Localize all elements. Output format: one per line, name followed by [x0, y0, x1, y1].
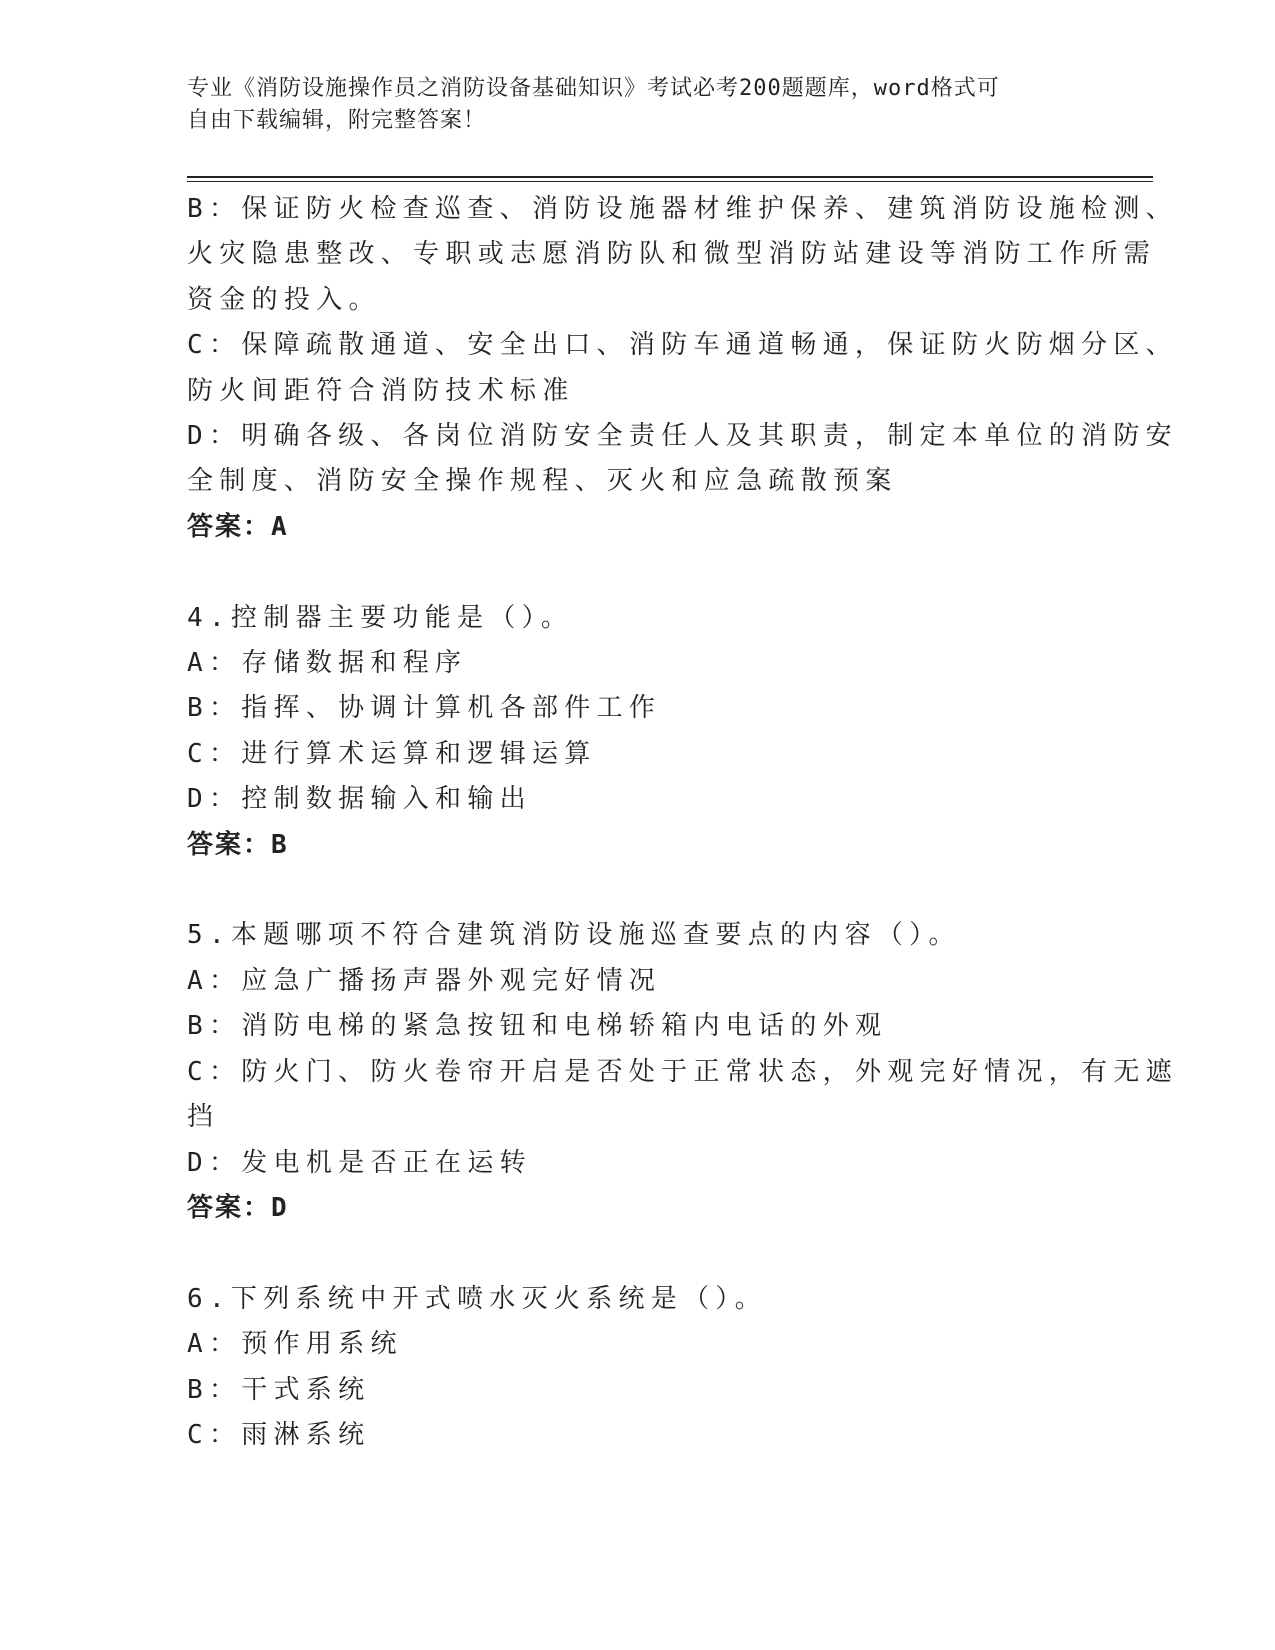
q4-answer: 答案：B	[187, 829, 289, 860]
q5-option-d: D：发电机是否正在运转	[187, 1147, 532, 1178]
q6-stem: 6.下列系统中开式喷水灭火系统是（）。	[187, 1283, 768, 1314]
q4-option-a: A：存储数据和程序	[187, 648, 468, 679]
q3-option-b-line-3: 资金的投入。	[187, 284, 381, 315]
question-6	[187, 1277, 1087, 1459]
q5-stem: 5.本题哪项不符合建筑消防设施巡查要点的内容（）。	[187, 920, 961, 951]
question-4	[187, 596, 1087, 868]
q3-option-b-line-2: 火灾隐患整改、专职或志愿消防队和微型消防站建设等消防工作所需	[187, 239, 1157, 270]
q5-option-a: A：应急广播扬声器外观完好情况	[187, 965, 662, 996]
q4-option-b: B：指挥、协调计算机各部件工作	[187, 693, 662, 724]
question-content	[187, 187, 1178, 1458]
q5-answer: 答案：D	[187, 1192, 289, 1223]
q3-option-d-line-1: D：明确各级、各岗位消防安全责任人及其职责，制定本单位的消防安	[187, 421, 1178, 452]
spacer	[187, 550, 1087, 595]
q5-option-c-line-1: C：防火门、防火卷帘开启是否处于正常状态，外观完好情况，有无遮	[187, 1056, 1178, 1087]
spacer	[187, 1231, 1087, 1276]
q5-option-b: B：消防电梯的紧急按钮和电梯轿箱内电话的外观	[187, 1011, 888, 1042]
question-3	[187, 187, 1178, 550]
q4-option-d: D：控制数据输入和输出	[187, 784, 532, 815]
q6-option-b: B：干式系统	[187, 1374, 371, 1405]
q3-option-d-line-2: 全制度、消防安全操作规程、灭火和应急疏散预案	[187, 466, 898, 497]
document-header	[187, 73, 1087, 137]
q5-option-c-line-2: 挡	[187, 1102, 220, 1133]
q3-answer: 答案：A	[187, 511, 289, 542]
header-title-line-2: 自由下载编辑，附完整答案！	[187, 108, 487, 133]
spacer	[187, 868, 1087, 913]
header-divider-thick	[187, 176, 1153, 178]
q3-option-b-line-1: B：保证防火检查巡查、消防设施器材维护保养、建筑消防设施检测、	[187, 194, 1178, 224]
header-divider-thin	[187, 181, 1153, 182]
q3-option-c-line-1: C：保障疏散通道、安全出口、消防车通道畅通，保证防火防烟分区、	[187, 330, 1178, 361]
header-title-line-1: 专业《消防设施操作员之消防设备基础知识》考试必考200题题库，word格式可	[187, 76, 1000, 101]
q4-option-c: C：进行算术运算和逻辑运算	[187, 738, 597, 769]
q6-option-c: C：雨淋系统	[187, 1419, 371, 1450]
q6-option-a: A：预作用系统	[187, 1329, 403, 1360]
question-5	[187, 913, 1178, 1231]
q4-stem: 4.控制器主要功能是（）。	[187, 602, 574, 633]
q3-option-c-line-2: 防火间距符合消防技术标准	[187, 375, 575, 406]
